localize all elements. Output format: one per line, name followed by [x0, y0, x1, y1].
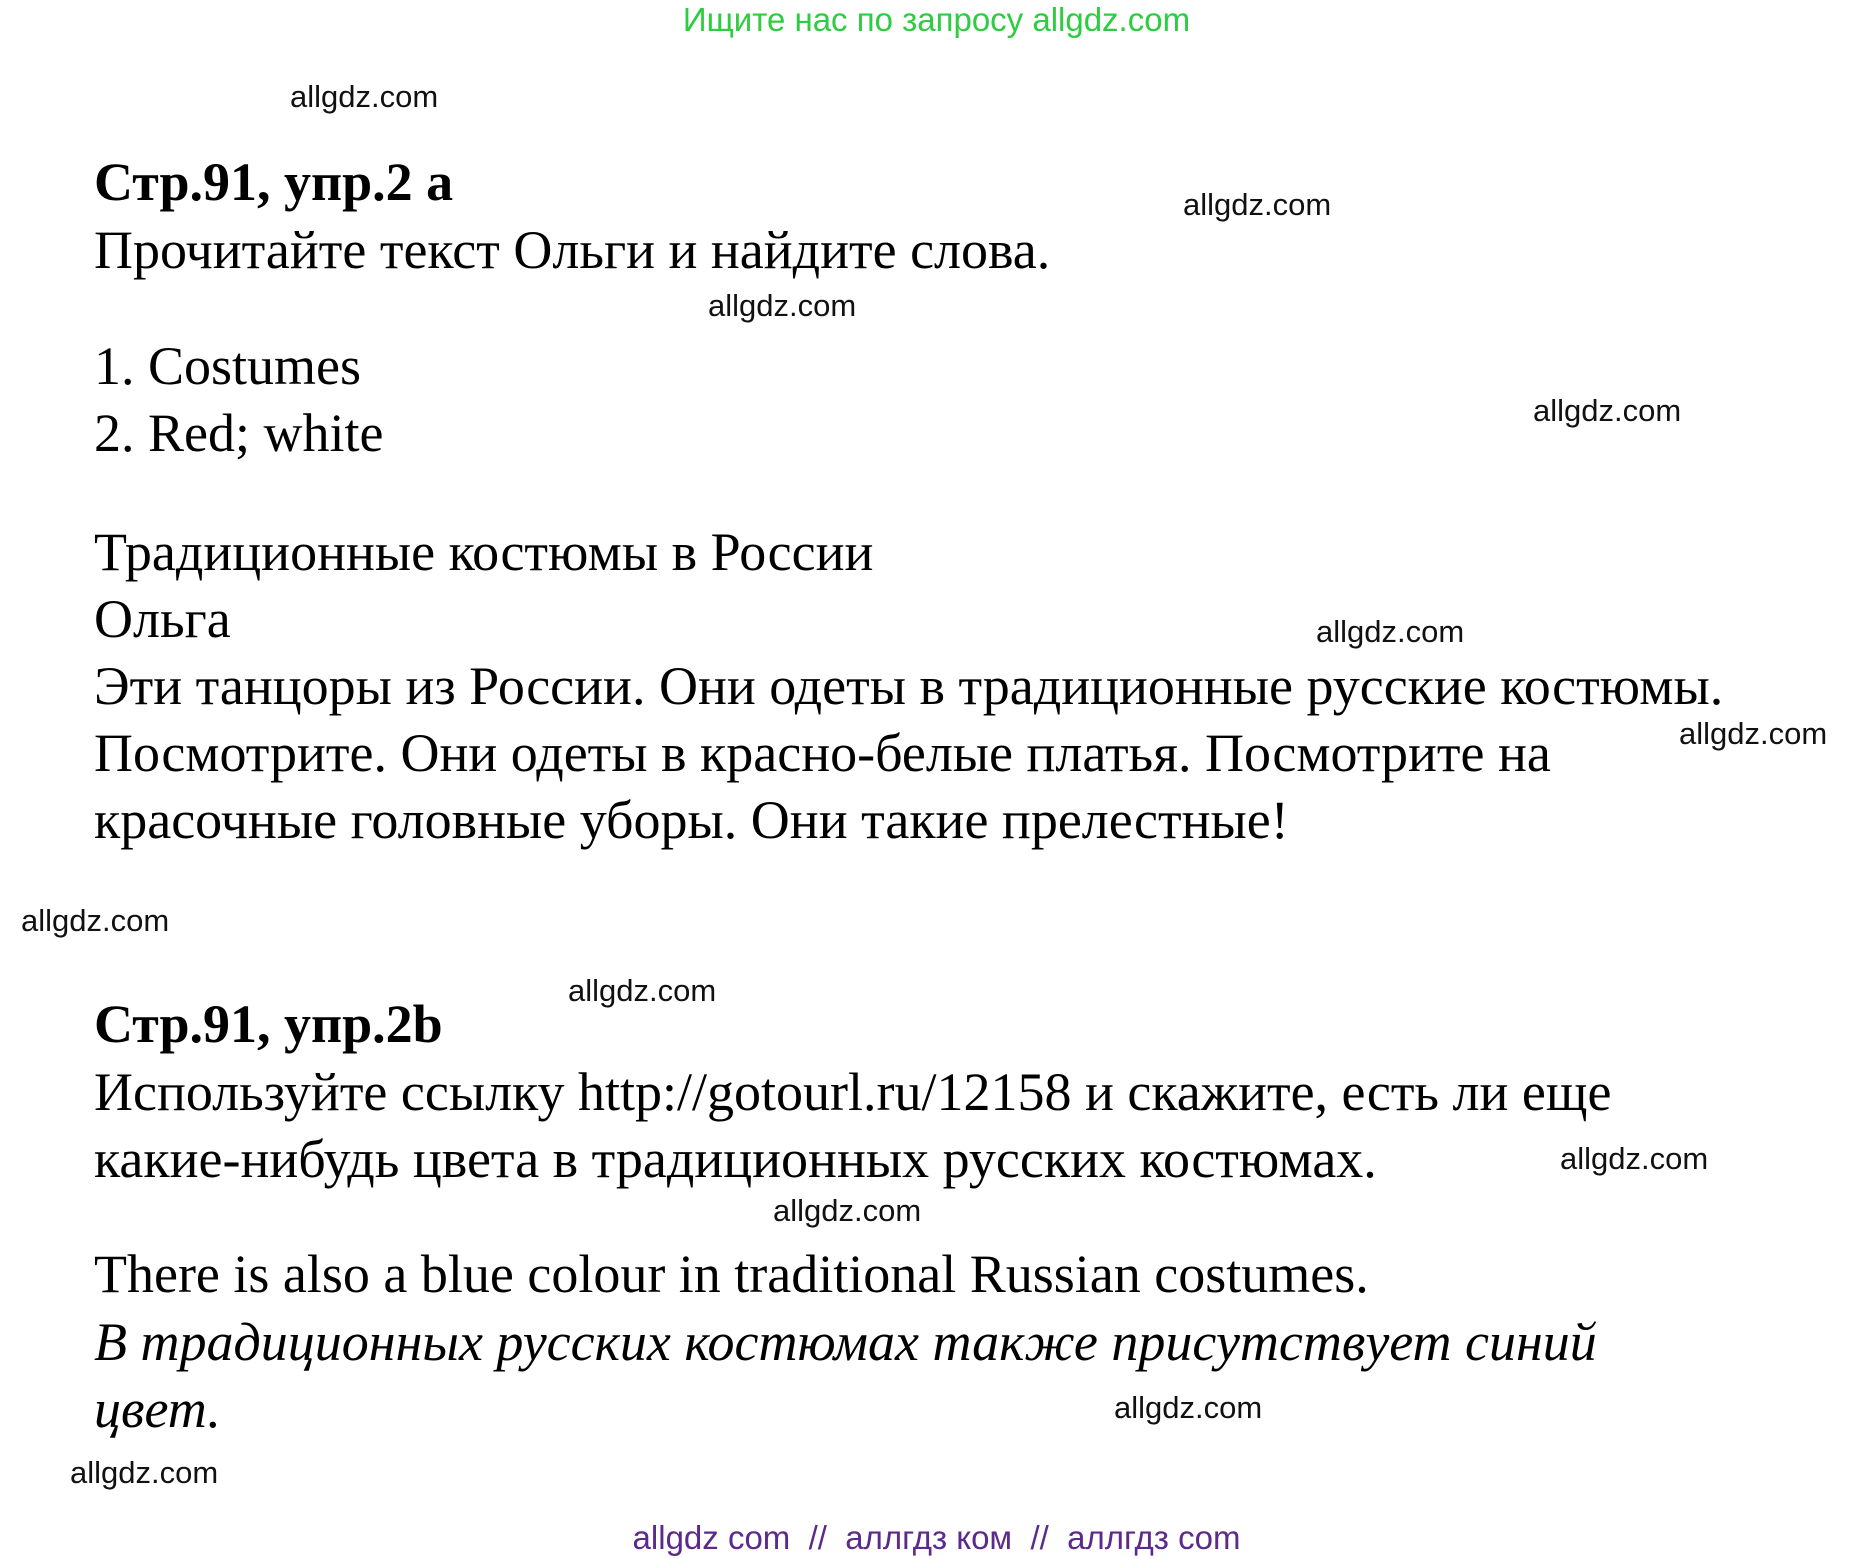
- top-banner: Ищите нас по запросу allgdz.com: [682, 1, 1191, 38]
- translation-line: красочные головные уборы. Они такие прелестные!: [94, 790, 1289, 850]
- section-b-instruction-line: Используйте ссылку http://gotourl.ru/12158 и скажите, есть ли еще: [94, 1062, 1612, 1122]
- footer-links: allgdz com // аллгдз ком // аллгдз com: [632, 1519, 1241, 1556]
- watermark: allgdz.com: [1114, 1390, 1263, 1425]
- watermark: allgdz.com: [290, 79, 439, 114]
- section-b-answer: There is also a blue colour in traditional Russian costumes.: [94, 1244, 1369, 1304]
- watermark: allgdz.com: [568, 973, 717, 1008]
- section-b-instruction-line: какие-нибудь цвета в традиционных русских костюмах.: [94, 1129, 1377, 1189]
- translation-author: Ольга: [94, 589, 231, 649]
- answer-line: 2. Red; white: [94, 403, 384, 463]
- section-b-answer-translation: цвет.: [94, 1379, 221, 1439]
- watermark: allgdz.com: [1679, 716, 1828, 751]
- watermark: allgdz.com: [773, 1193, 922, 1228]
- watermark: allgdz.com: [1316, 614, 1465, 649]
- section-b-heading: Стр.91, упр.2b: [94, 994, 443, 1054]
- translation-line: Посмотрите. Они одеты в красно-белые платья. Посмотрите на: [94, 723, 1551, 783]
- watermark: allgdz.com: [1183, 187, 1332, 222]
- answer-line: 1. Costumes: [94, 336, 362, 396]
- translation-title: Традиционные костюмы в России: [94, 522, 874, 582]
- watermark: allgdz.com: [21, 903, 170, 938]
- watermark: allgdz.com: [1560, 1141, 1709, 1176]
- section-b-answer-translation: В традиционных русских костюмах также присутствует синий: [94, 1312, 1597, 1372]
- watermark: allgdz.com: [1533, 393, 1682, 428]
- section-a-instruction: Прочитайте текст Ольги и найдите слова.: [94, 220, 1051, 280]
- section-a-heading: Стр.91, упр.2 a: [94, 152, 454, 212]
- translation-line: Эти танцоры из России. Они одеты в традиционные русские костюмы.: [94, 656, 1724, 716]
- watermark: allgdz.com: [70, 1455, 219, 1490]
- watermark: allgdz.com: [708, 288, 857, 323]
